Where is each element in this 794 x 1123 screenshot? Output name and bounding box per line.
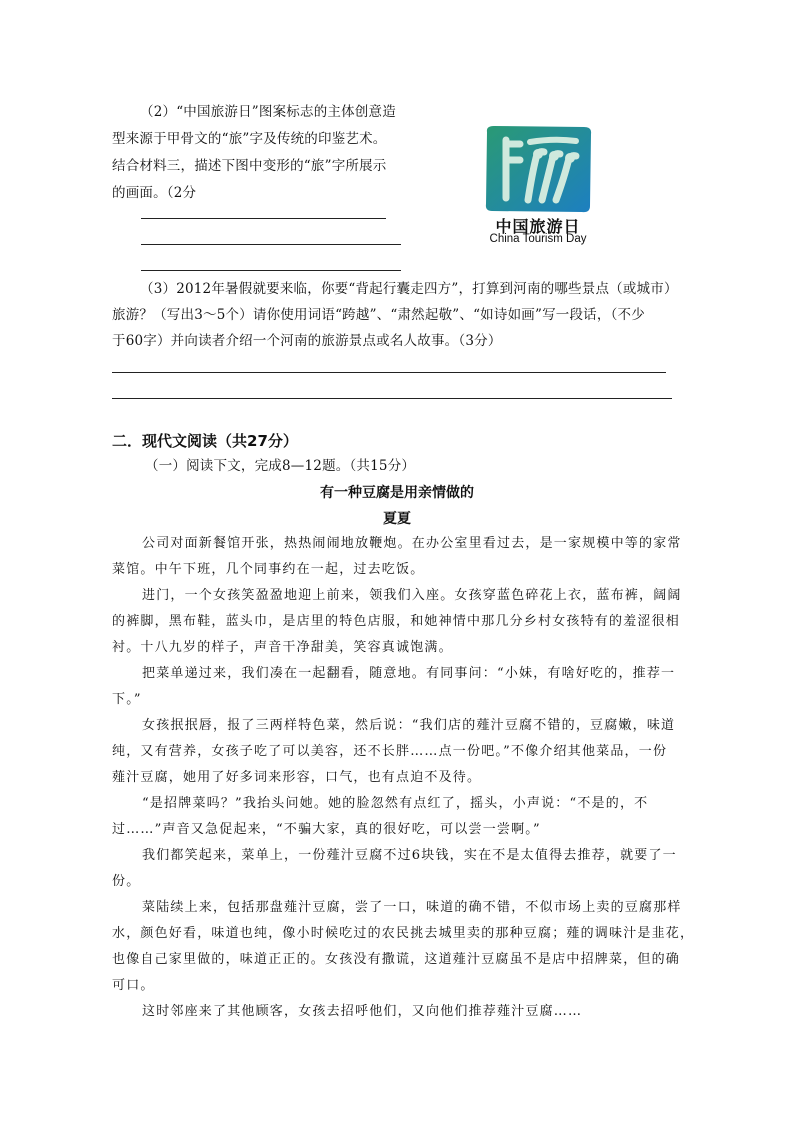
- answer-blank-3[interactable]: [141, 270, 401, 271]
- article-title: 有一种豆腐是用亲情做的: [320, 485, 474, 501]
- article-author: 夏夏: [383, 511, 411, 527]
- logo-en-text: China Tourism Day: [489, 233, 587, 245]
- article-line-15: 菜陆续上来，包括那盘薤汁豆腐，尝了一口，味道的确不错，不似市场上卖的豆腐那样: [142, 900, 682, 915]
- article-line-16: 水，颜色好看，味道也纯，像小时候吃过的农民挑去城里卖的那种豆腐；薤的调味汁是韭花，: [112, 926, 695, 941]
- answer-blank-2[interactable]: [141, 244, 401, 245]
- q2-line-4: 的画面。（2分: [112, 185, 197, 201]
- q2-line-2: 型来源于甲骨文的“旅”字及传统的印鉴艺术。: [112, 131, 387, 147]
- article-line-10: 薤汁豆腐，她用了好多词来形容，口气，也有点迫不及待。: [112, 770, 482, 785]
- answer-blank-4[interactable]: [112, 372, 666, 373]
- q3-line-1: （3）2012年暑假就要来临，你要“背起行囊走四方”，打算到河南的哪些景点（或城市）: [140, 281, 678, 297]
- q2-line-3: 结合材料三，描述下图中变形的“旅”字所展示: [112, 158, 387, 174]
- article-line-5: 衬。十八九岁的样子，声音干净甜美，笑容真诚饱满。: [112, 640, 453, 655]
- q2-line-1: （2）“中国旅游日”图案标志的主体创意造: [140, 104, 396, 120]
- article-line-6: 把菜单递过来，我们凑在一起翻看，随意地。有同事问：“小妹，有啥好吃的，推荐一: [142, 666, 676, 681]
- china-tourism-day-logo: [424, 114, 652, 250]
- article-line-8: 女孩抿抿唇，报了三两样特色菜，然后说：“我们店的薤汁豆腐不错的，豆腐嫩，味道: [142, 718, 676, 733]
- article-line-11: “是招牌菜吗？”我抬头问她。她的脸忽然有点红了，摇头，小声说：“不是的，不: [142, 796, 649, 811]
- answer-blank-1[interactable]: [141, 218, 386, 219]
- article-line-9: 纯，又有营养，女孩子吃了可以美容，还不长胖……点一份吧。”不像介绍其他菜品，一份: [112, 744, 668, 759]
- article-line-7: 下。”: [112, 692, 142, 707]
- article-line-3: 进门，一个女孩笑盈盈地迎上前来，领我们入座。女孩穿蓝色碎花上衣，蓝布裤，阔阔: [142, 588, 682, 603]
- section-title: 二．现代文阅读（共27分）: [112, 432, 298, 450]
- article-line-18: 可口。: [112, 978, 155, 993]
- article-line-17: 也像自己家里做的，味道正正的。女孩没有撒谎，这道薤汁豆腐虽不是店中招牌菜，但的确: [112, 952, 681, 967]
- q3-line-2: 旅游？（写出3～5个）请你使用词语“跨越”、“肃然起敬”、“如诗如画”写一段话，（不少: [112, 307, 645, 323]
- article-line-13: 我们都笑起来，菜单上，一份薤汁豆腐不过6块钱，实在不是太值得去推荐，就要了一: [142, 848, 677, 863]
- article-line-2: 菜馆。中午下班，几个同事约在一起，过去吃饭。: [112, 562, 425, 577]
- q3-line-3: 于60字）并向读者介绍一个河南的旅游景点或名人故事。（3分）: [112, 333, 502, 349]
- article-line-12: 过……”声音又急促起来，“不骗大家，真的很好吃，可以尝一尝啊。”: [112, 822, 541, 837]
- article-line-4: 的裤脚，黑布鞋，蓝头巾，是店里的特色店服，和她神情中那几分乡村女孩特有的羞涩很相: [112, 614, 681, 629]
- article-line-19: 这时邻座来了其他顾客，女孩去招呼他们，又向他们推荐薤汁豆腐……: [142, 1004, 583, 1019]
- article-line-1: 公司对面新餐馆开张，热热闹闹地放鞭炮。在办公室里看过去，是一家规模中等的家常: [142, 536, 682, 551]
- answer-blank-5[interactable]: [112, 398, 672, 399]
- logo-cn-text: 中国旅游日: [495, 217, 581, 236]
- section-subtitle: （一）阅读下文，完成8—12题。（共15分）: [145, 458, 416, 474]
- article-line-14: 份。: [112, 874, 141, 889]
